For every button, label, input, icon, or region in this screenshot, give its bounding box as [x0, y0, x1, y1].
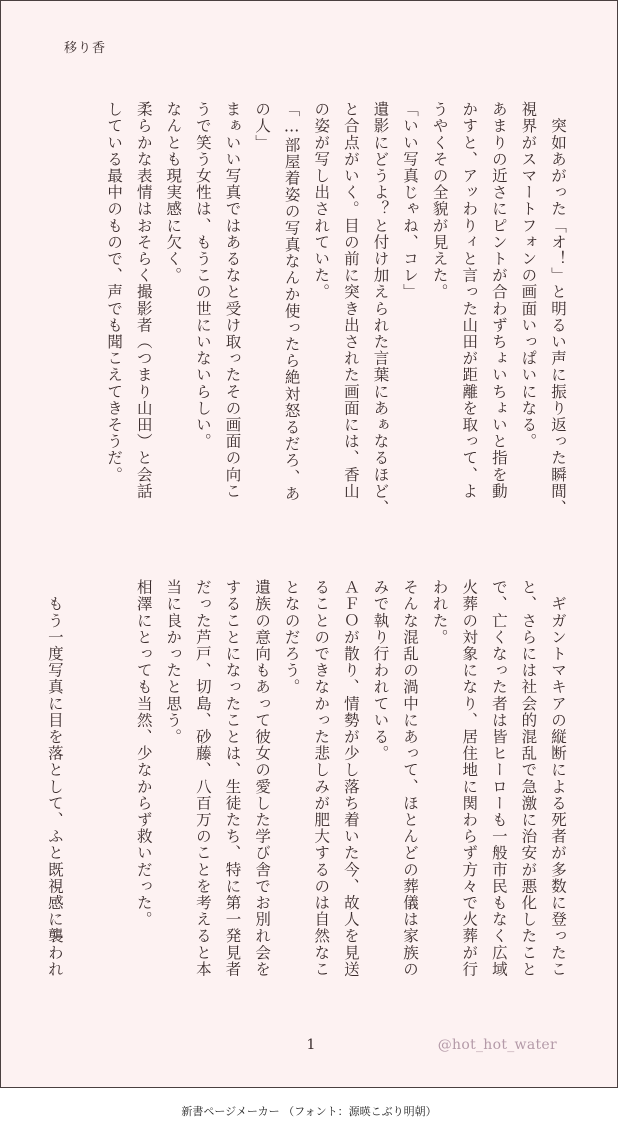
text-line: 相澤にとっても当然、少なからず救いだった。 [134, 579, 153, 928]
page-number: 1 [306, 1037, 316, 1053]
text-line: ＡＦＯが散り、情勢が少し落ち着いた今、故人を見送 [341, 579, 360, 978]
text-line [69, 579, 99, 1009]
page-title: 移り香 [64, 41, 107, 56]
text-line: 柔らかな表情はおそらく撮影者（つまり山田）と会話 [134, 101, 153, 500]
text-line: 当に良かったと思う。 [164, 579, 183, 745]
text-line: と、さらには社会的混乱で急激に治安が悪化したこと [519, 579, 538, 978]
text-line: 火葬の対象になり、居住地に関わらず方々で火葬が行 [460, 579, 479, 978]
text-line: かすと、アッわりィと言った山田が距離を取って、よ [460, 101, 479, 500]
text-line: ることのできなかった悲しみが肥大するのは自然なこ [312, 579, 331, 978]
text-line: みで執り行われている。 [371, 579, 390, 762]
text-line: している最中のもので、声でも聞こえてきそうだ。 [105, 101, 124, 483]
text-line: となのだろう。 [282, 579, 301, 696]
text-line: 「…部屋着姿の写真なんか使ったら絶対怒るだろ、あ [282, 101, 301, 502]
text-line: もう一度写真に目を落として、ふと既視感に襲われ [45, 579, 64, 978]
text-line: で、亡くなった者は皆ヒーローも一般市民もなく広域 [489, 579, 508, 978]
text-line: の人」 [253, 101, 272, 151]
text-line [99, 579, 129, 1009]
text-line: 遺影にどうよ？と付け加えられた言葉にあぁなるほど、 [371, 101, 390, 516]
text-line: あまりの近さにピントが合わずちょいちょいと指を動 [489, 101, 508, 500]
text-line: することになったことは、生徒たち、特に第一発見者 [223, 579, 242, 978]
text-line: まぁいい写真ではあるなと受け取ったその画面の向こ [223, 101, 242, 500]
text-line: 突如あがった「オ！」と明るい声に振り返った瞬間、 [549, 101, 567, 516]
author-handle: @hot_hot_water [437, 1037, 557, 1053]
text-line: 遺族の意向もあって彼女の愛した学び舎でお別れ会を [253, 579, 272, 978]
text-block-lower [39, 579, 572, 1009]
text-line: 視界がスマートフォンの画面いっぱいになる。 [519, 101, 538, 450]
text-line: なんとも現実感に欠く。 [164, 101, 183, 284]
text-line: そんな混乱の渦中にあって、ほとんどの葬儀は家族の [401, 579, 420, 978]
text-line: ギガントマキアの縦断による死者が多数に登ったこ [549, 579, 567, 978]
text-line: 「いい写真じゃね、コレ」 [401, 101, 420, 301]
generator-credit: 新書ページメーカー （フォント：源暎こぶり明朝） [181, 1105, 437, 1118]
text-line: うやくその全貌が見えた。 [430, 101, 449, 301]
text-line: の姿が写し出されていた。 [312, 101, 331, 301]
text-line: と合点がいく。目の前に突き出された画面には、香山 [341, 101, 360, 500]
text-line: だった芦戸、切島、砂藤、八百万のことを考えると本 [193, 579, 212, 978]
text-line: われた。 [430, 579, 449, 646]
text-block-upper [99, 101, 573, 531]
text-line: うで笑う女性は、もうこの世にいないらしい。 [193, 101, 212, 450]
